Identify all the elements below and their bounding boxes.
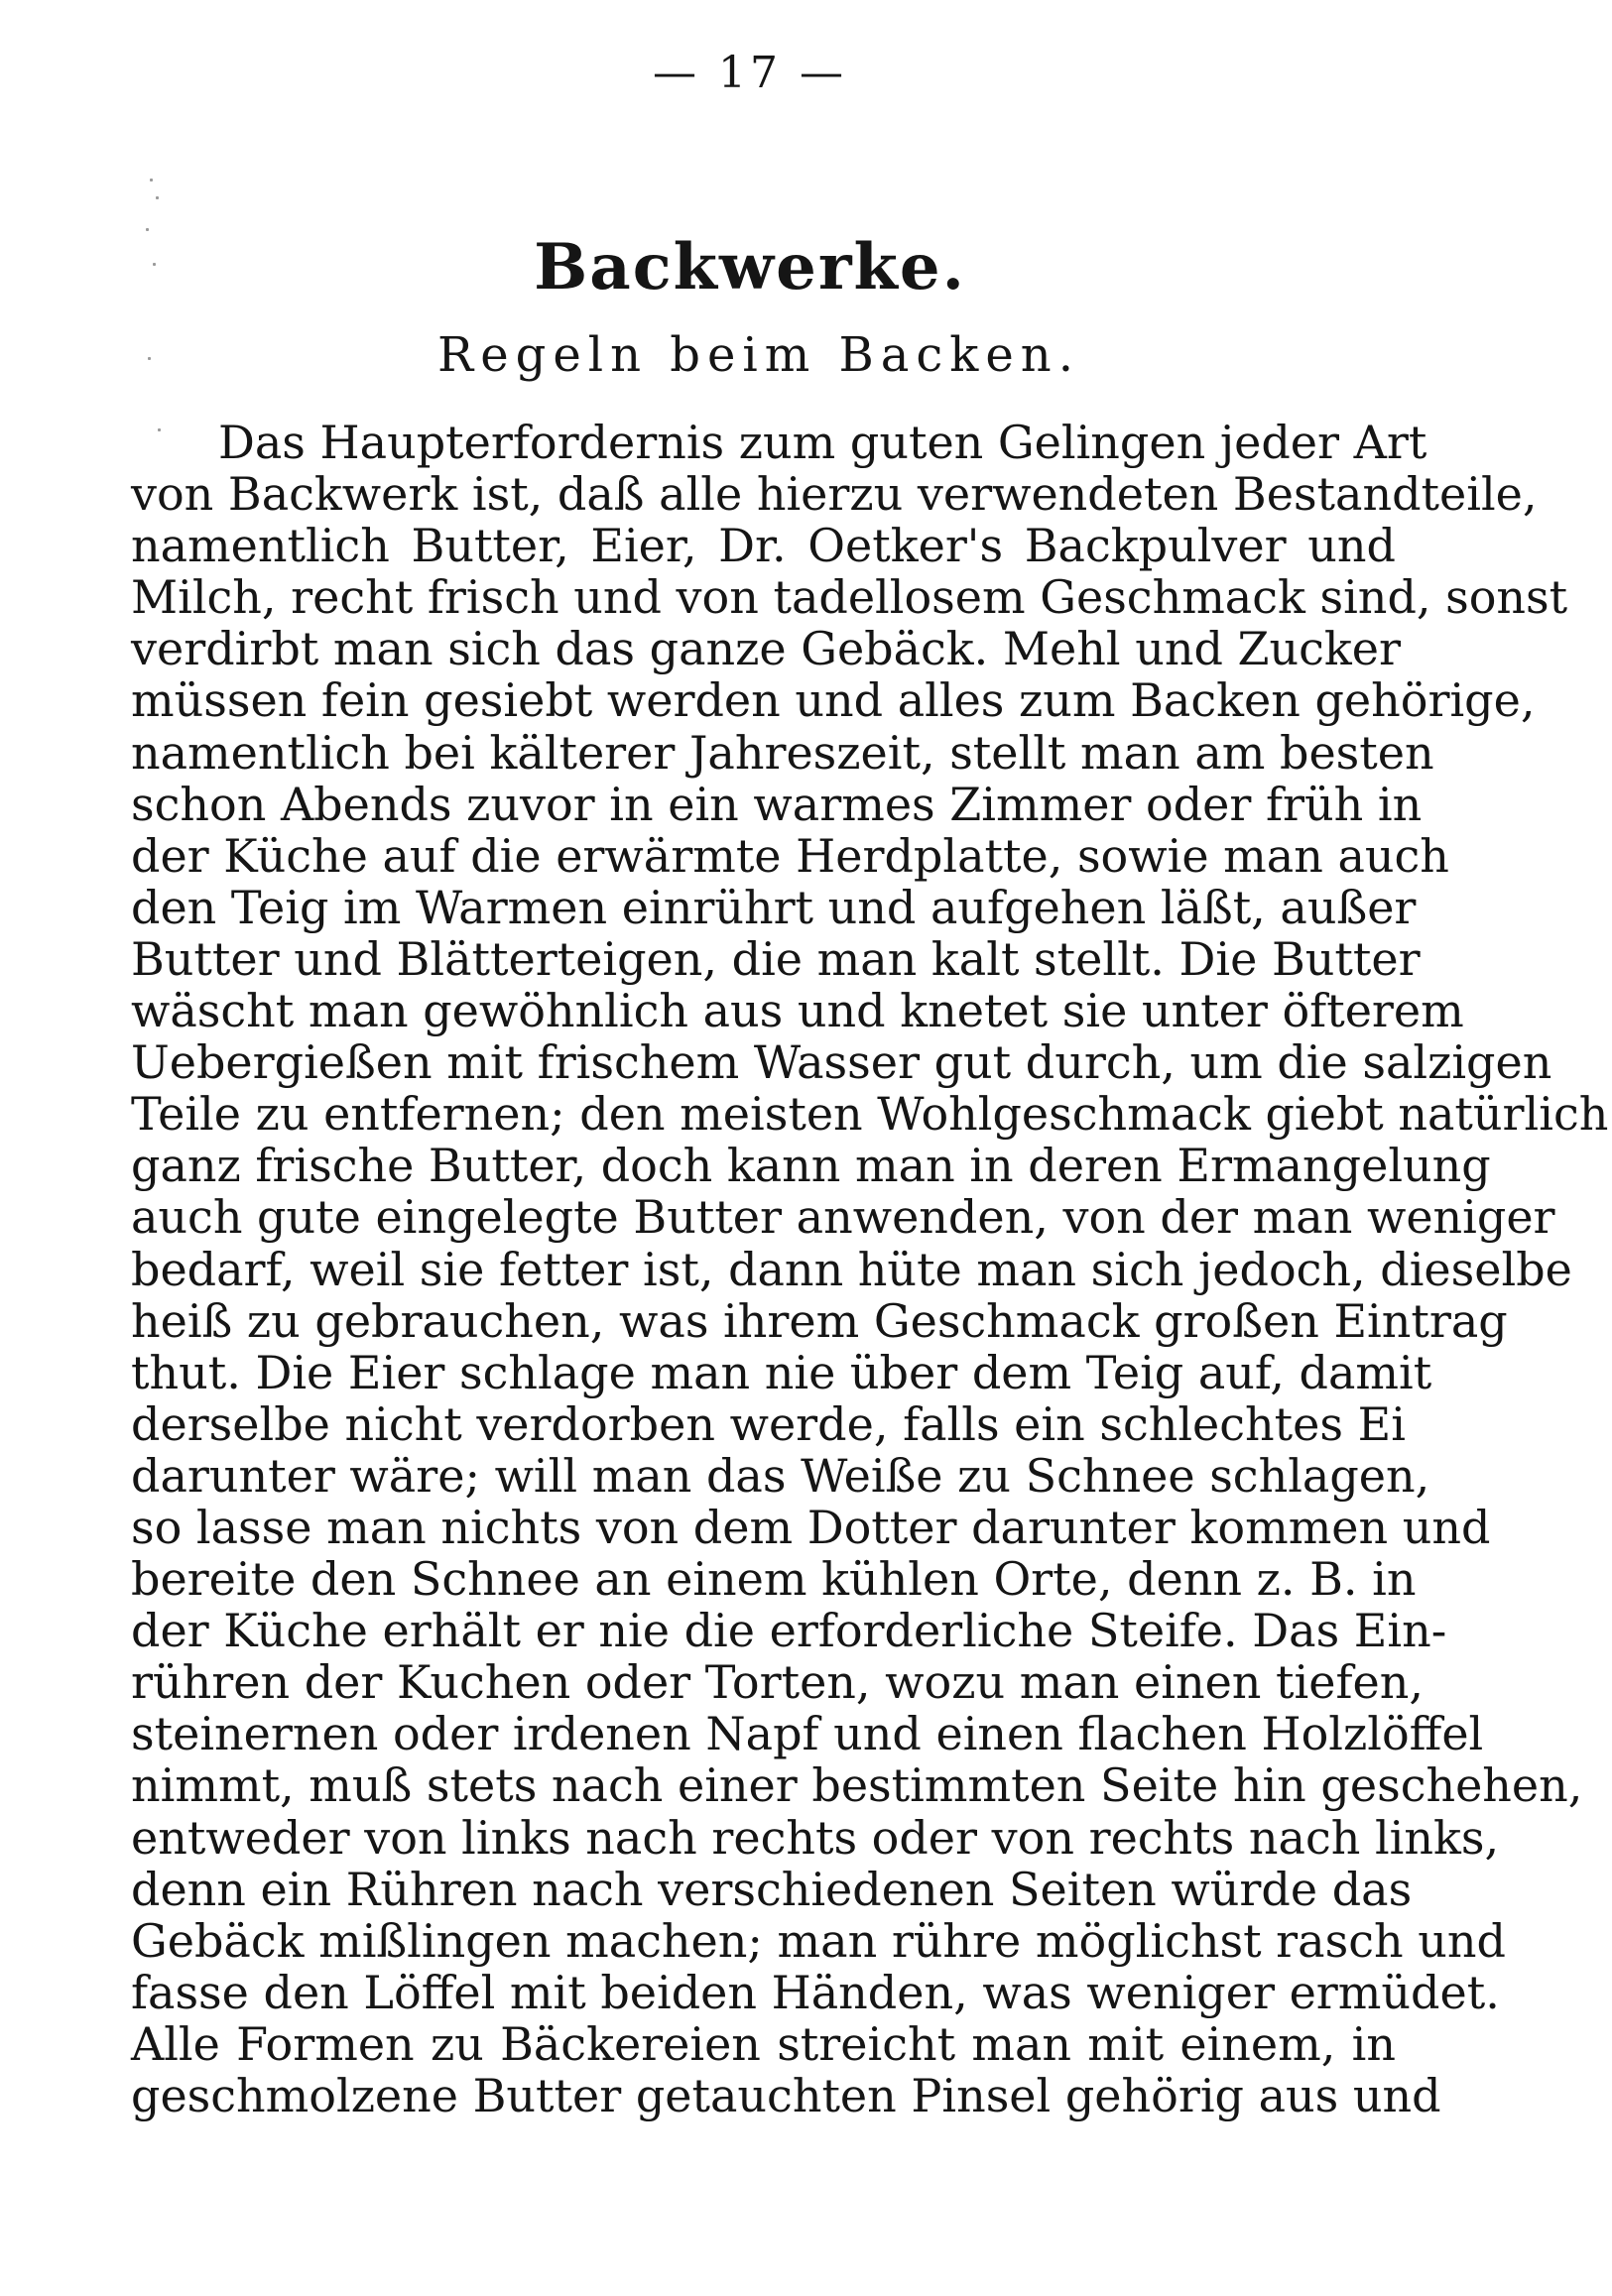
- text-line: namentlich Butter, Eier, Dr. Oetker's Backpulver und: [131, 519, 1396, 573]
- text-line: Uebergießen mit frischem Wasser gut durch, um die salzigen: [131, 1035, 1552, 1090]
- text-line: so lasse man nichts von dem Dotter darunter kommen und: [131, 1500, 1491, 1554]
- body-paragraph: [131, 416, 1609, 2122]
- text-line: Teile zu entfernen; den meisten Wohlgeschmack giebt natürlich: [131, 1087, 1609, 1142]
- text-line: bereite den Schnee an einem kühlen Orte, denn z. B. in: [131, 1552, 1417, 1607]
- section-subheading: Regeln beim Backen.: [437, 327, 1080, 383]
- text-line: der Küche erhält er nie die erforderliche Steife. Das Ein-: [131, 1604, 1447, 1658]
- text-line: wäscht man gewöhnlich aus und knetet sie unter öfterem: [131, 984, 1464, 1038]
- text-line: schon Abends zuvor in ein warmes Zimmer oder früh in: [131, 777, 1423, 831]
- text-line: Gebäck mißlingen machen; man rühre möglichst rasch und: [131, 1913, 1506, 1968]
- text-line: steinernen oder irdenen Napf und einen flachen Holzlöffel: [131, 1707, 1484, 1761]
- text-line: darunter wäre; will man das Weiße zu Schnee schlagen,: [131, 1448, 1430, 1503]
- text-line: auch gute eingelegte Butter anwenden, von der man weniger: [131, 1190, 1555, 1245]
- text-line: verdirbt man sich das ganze Gebäck. Mehl und Zucker: [131, 622, 1401, 676]
- text-line: rühren der Kuchen oder Torten, wozu man einen tiefen,: [131, 1655, 1424, 1710]
- text-line: von Backwerk ist, daß alle hierzu verwendeten Bestandteile,: [131, 467, 1538, 522]
- text-line: denn ein Rühren nach verschiedenen Seiten würde das: [131, 1862, 1413, 1916]
- text-line: nimmt, muß stets nach einer bestimmten Seite hin geschehen,: [131, 1758, 1583, 1813]
- text-line: den Teig im Warmen einrührt und aufgehen läßt, außer: [131, 880, 1417, 934]
- text-line: Alle Formen zu Bäckereien streicht man mit einem, in: [131, 2016, 1396, 2071]
- text-line: ganz frische Butter, doch kann man in deren Ermangelung: [131, 1139, 1491, 1193]
- text-line: Das Haupterfordernis zum guten Gelingen jeder Art: [218, 416, 1427, 469]
- text-line: derselbe nicht verdorben werde, falls ein schlechtes Ei: [131, 1396, 1406, 1451]
- text-line: bedarf, weil sie fetter ist, dann hüte man sich jedoch, dieselbe: [131, 1242, 1572, 1296]
- text-line: thut. Die Eier schlage man nie über dem Teig auf, damit: [131, 1345, 1432, 1399]
- chapter-heading: Backwerke.: [534, 230, 966, 304]
- text-line: heiß zu gebrauchen, was ihrem Geschmack großen Eintrag: [131, 1293, 1508, 1348]
- text-line: geschmolzene Butter getauchten Pinsel gehörig aus und: [131, 2069, 1441, 2122]
- text-line: müssen fein gesiebt werden und alles zum Backen gehörige,: [131, 673, 1536, 728]
- text-line: namentlich bei kälterer Jahreszeit, stellt man am besten: [131, 725, 1434, 780]
- text-line: Butter und Blätterteigen, die man kalt stellt. Die Butter: [131, 931, 1421, 986]
- page-number: — 17 —: [653, 48, 847, 98]
- text-line: der Küche auf die erwärmte Herdplatte, sowie man auch: [131, 828, 1449, 883]
- text-line: Milch, recht frisch und von tadellosem Geschmack sind, sonst: [131, 570, 1568, 625]
- text-line: entweder von links nach rechts oder von rechts nach links,: [131, 1810, 1500, 1865]
- text-line: fasse den Löffel mit beiden Händen, was weniger ermüdet.: [131, 1965, 1500, 2019]
